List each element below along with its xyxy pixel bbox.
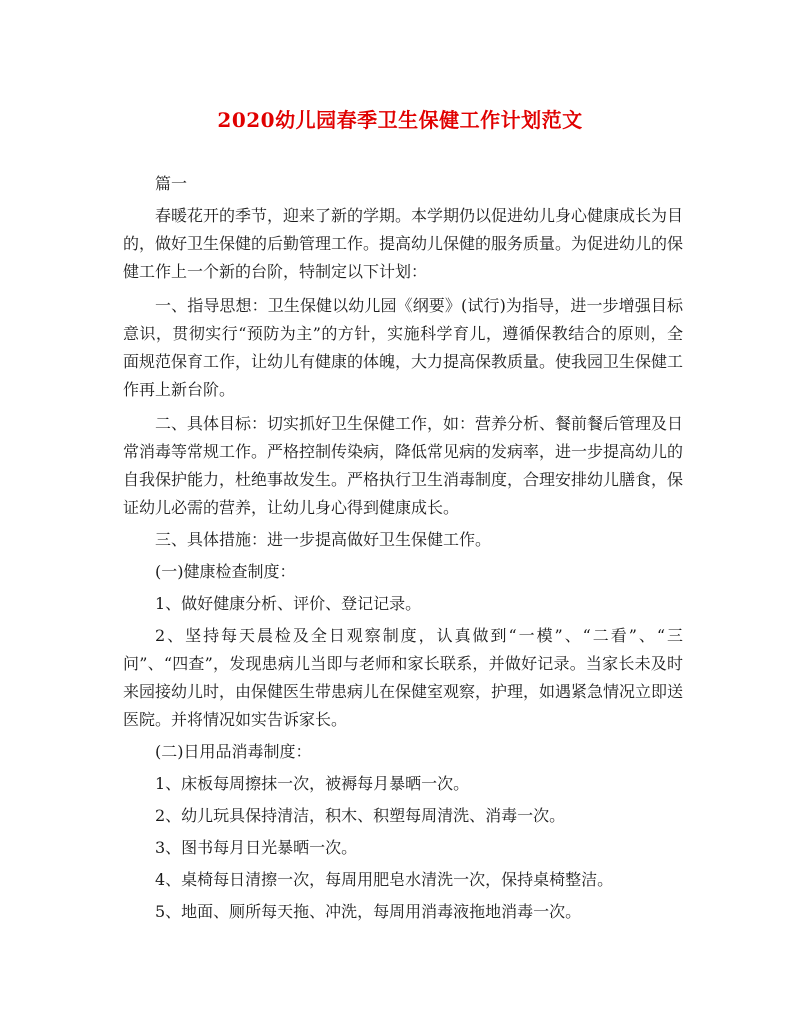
paragraph-specific-measures: 三、具体措施：进一步提高做好卫生保健工作。 xyxy=(155,530,492,549)
list-item: 1、床板每周擦抹一次，被褥每月暴晒一次。 xyxy=(155,774,470,793)
list-item: 2、幼儿玩具保持清洁，积木、积塑每周清洗、消毒一次。 xyxy=(155,806,566,825)
list-item: 5、地面、厕所每天拖、冲洗，每周用消毒液拖地消毒一次。 xyxy=(155,902,582,921)
document-body xyxy=(123,170,683,926)
paragraph-intro: 春暖花开的季节，迎来了新的学期。本学期仍以促进幼儿身心健康成长为目的，做好卫生保健的后勤管理工作。提高幼儿保健的服务质量。为促进幼儿的保健工作上一个新的台阶，特制定以下计划： xyxy=(123,206,684,281)
paragraph-guiding-thought: 一、指导思想：卫生保健以幼儿园《纲要》(试行)为指导，进一步增强目标意识，贯彻实行“预防为主”的方针，实施科学育儿，遵循保教结合的原则，全面规范保育工作，让幼儿有健康的体魄，大力提高保教质量。使我园卫生保健工作再上新台阶。 xyxy=(123,296,684,399)
subheading-health-check: (一)健康检查制度： xyxy=(155,562,296,581)
document-title: 2020幼儿园春季卫生保健工作计划范文 xyxy=(217,108,583,132)
subheading-disinfection: (二)日用品消毒制度： xyxy=(155,742,312,761)
list-item: 1、做好健康分析、评价、登记记录。 xyxy=(155,594,422,613)
list-item: 2、坚持每天晨检及全日观察制度，认真做到“一模”、“二看”、“三问”、“四查”，发现患病儿当即与老师和家长联系，并做好记录。当家长未及时来园接幼儿时，由保健医生带患病儿在保健室观察，护理，如遇紧急情况立即送医院。并将情况如实告诉家长。 xyxy=(123,626,684,729)
paragraph-specific-goals: 二、具体目标：切实抓好卫生保健工作，如：营养分析、餐前餐后管理及日常消毒等常规工作。严格控制传染病，降低常见病的发病率，进一步提高幼儿的自我保护能力，杜绝事故发生。严格执行卫生消毒制度，合理安排幼儿膳食，保证幼儿必需的营养，让幼儿身心得到健康成长。 xyxy=(123,414,684,517)
list-item: 3、图书每月日光暴晒一次。 xyxy=(155,838,358,857)
list-item: 4、桌椅每日清擦一次，每周用肥皂水清洗一次，保持桌椅整洁。 xyxy=(155,870,614,889)
section-label: 篇一 xyxy=(155,174,188,193)
